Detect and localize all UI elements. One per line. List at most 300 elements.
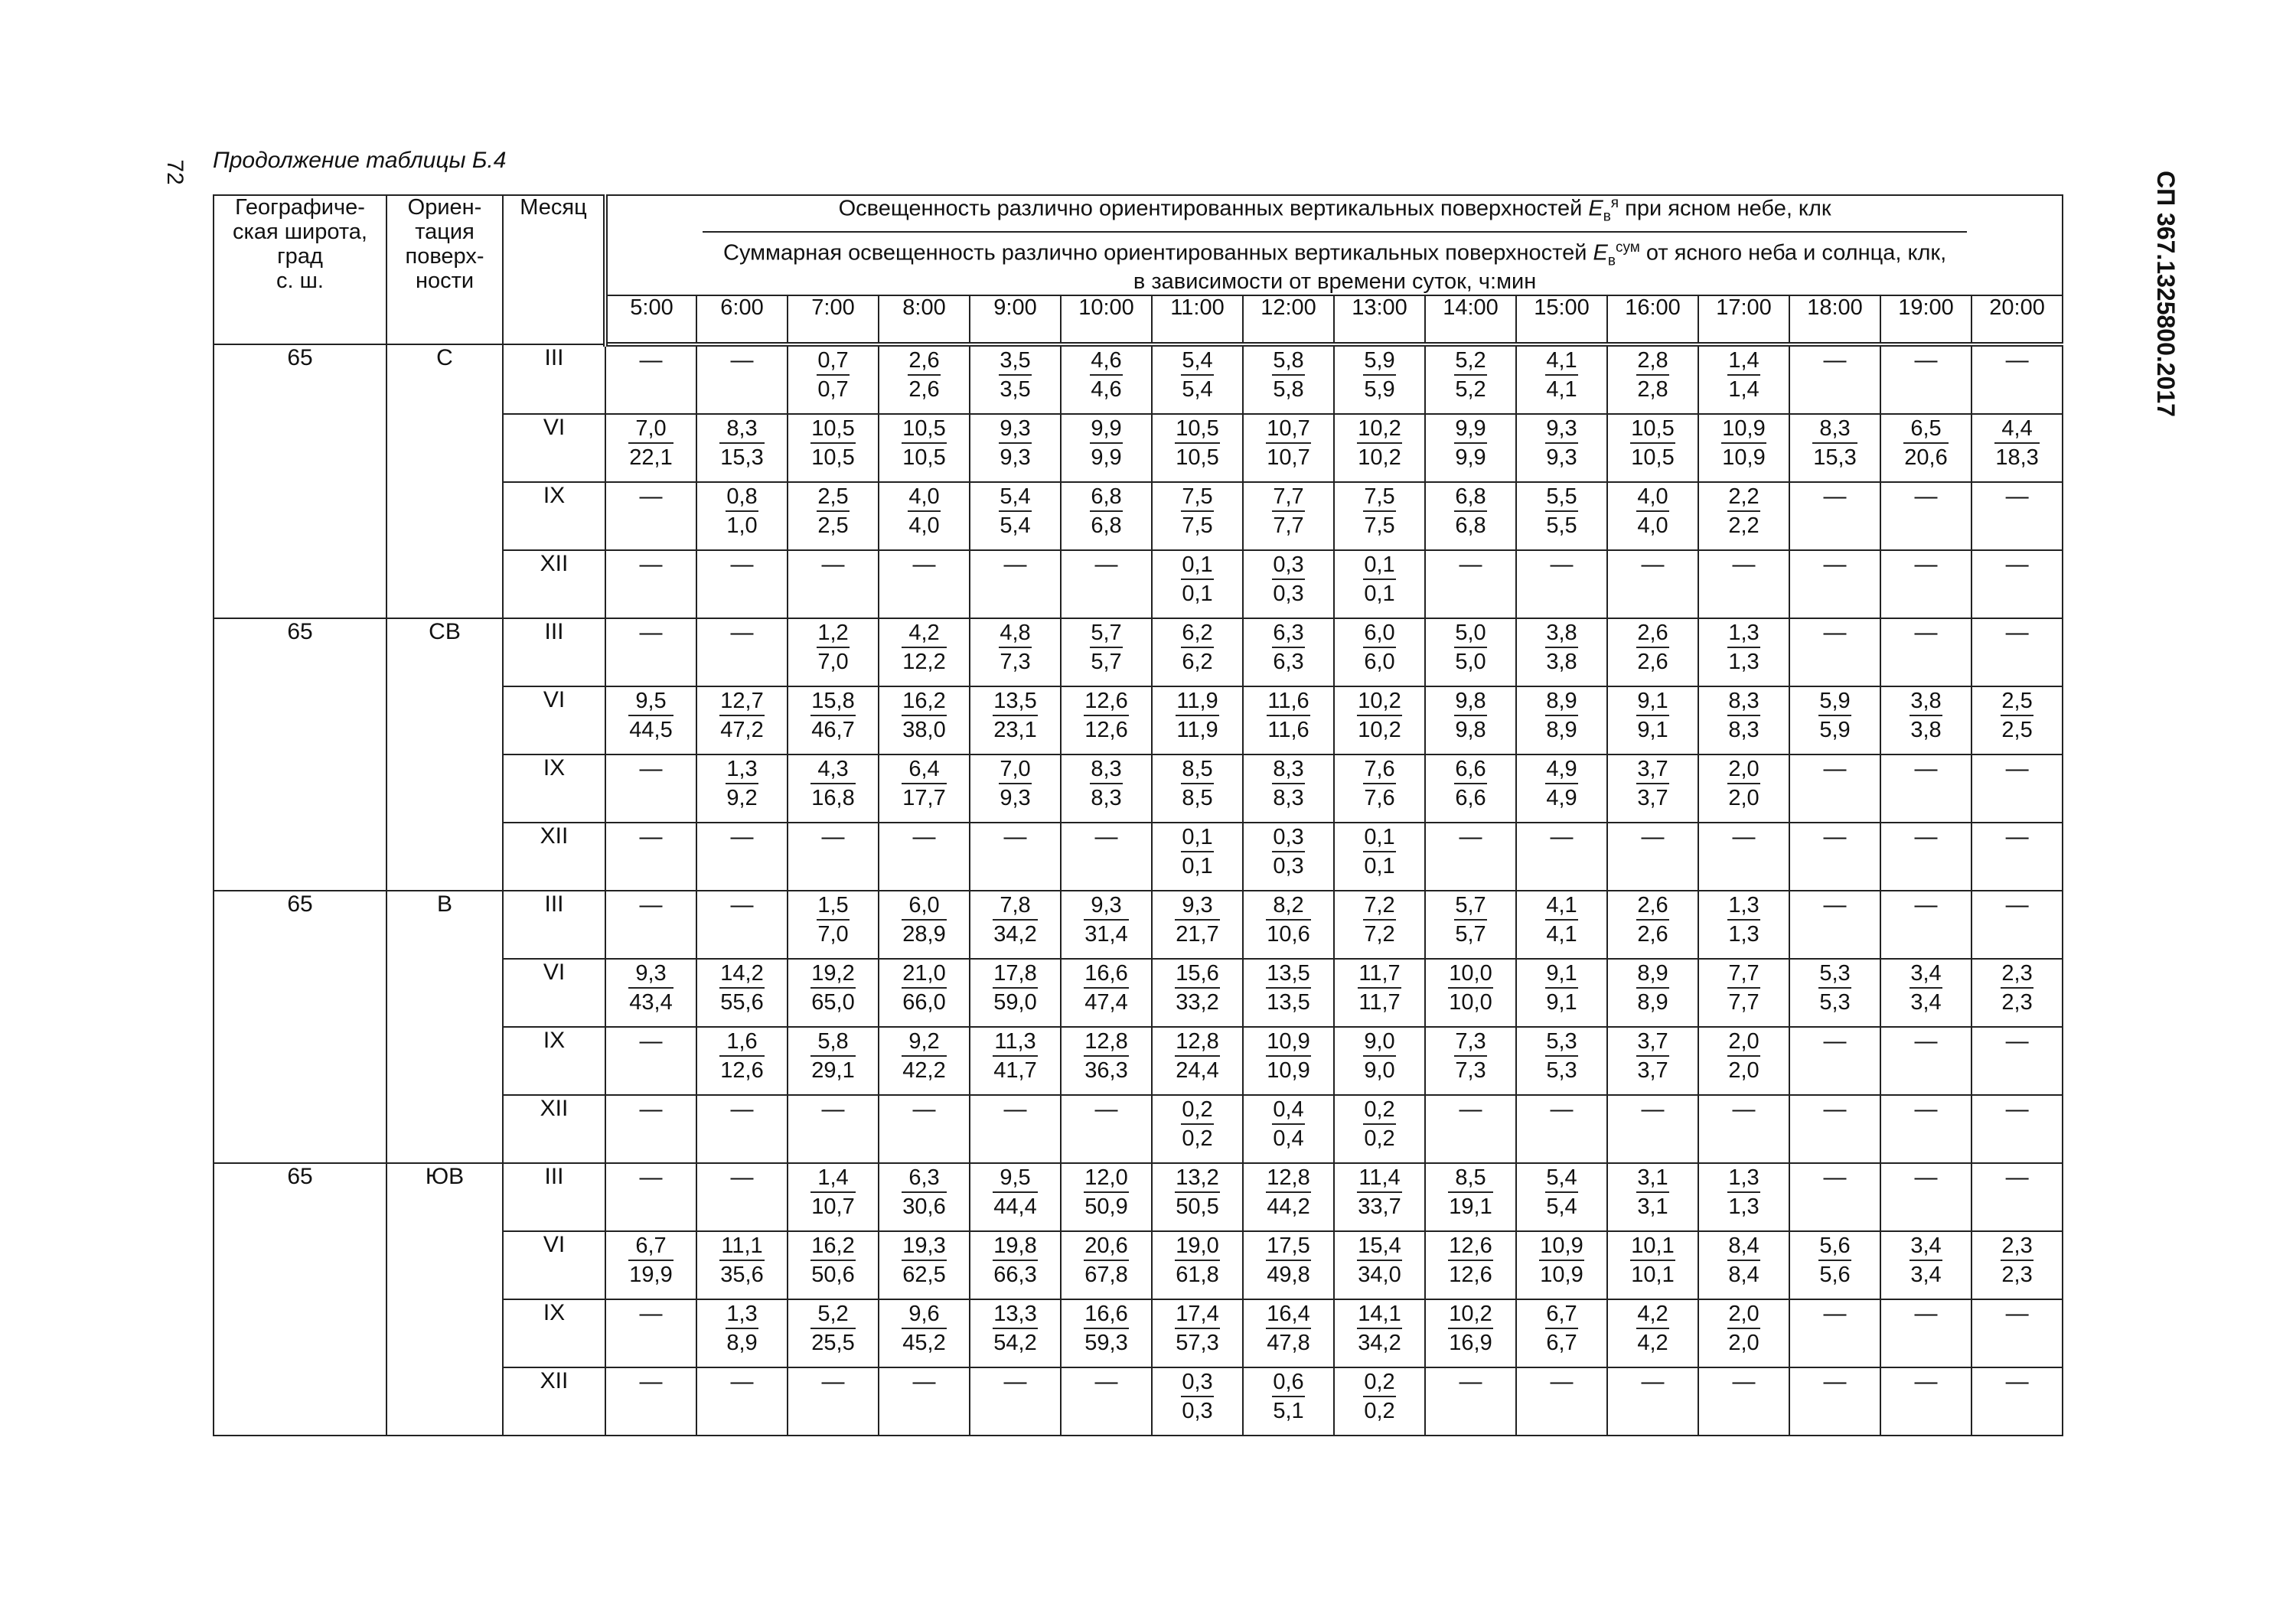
value-fraction bbox=[1084, 1232, 1128, 1289]
value-cell bbox=[879, 959, 970, 1027]
value-cell bbox=[788, 550, 879, 618]
value-cell bbox=[1607, 414, 1698, 482]
value-cell bbox=[1880, 618, 1971, 686]
value-cell bbox=[879, 344, 970, 414]
value-cell bbox=[1880, 414, 1971, 482]
clear-sky-value: 5,7 bbox=[1090, 619, 1122, 648]
clear-sky-value: 16,2 bbox=[810, 1232, 855, 1261]
clear-sky-value: 5,8 bbox=[810, 1028, 855, 1057]
total-value: 17,7 bbox=[902, 785, 946, 810]
value-cell bbox=[1243, 1027, 1334, 1095]
clear-sky-value: 11,7 bbox=[1358, 960, 1401, 989]
value-cell bbox=[1152, 823, 1243, 891]
total-value: 4,1 bbox=[1546, 376, 1577, 402]
total-value: 5,6 bbox=[1819, 1262, 1851, 1287]
clear-sky-value: 3,4 bbox=[1910, 1232, 1942, 1261]
value-cell bbox=[1152, 1299, 1243, 1367]
value-cell bbox=[1789, 344, 1880, 414]
value-fraction bbox=[1636, 1164, 1668, 1221]
total-value: 5,9 bbox=[1364, 376, 1395, 402]
empty-value: — bbox=[1823, 483, 1847, 509]
value-cell bbox=[1880, 754, 1971, 823]
empty-value: — bbox=[2005, 891, 2029, 917]
clear-sky-value: 19,0 bbox=[1175, 1232, 1219, 1261]
value-cell bbox=[1061, 550, 1152, 618]
value-cell bbox=[605, 686, 696, 754]
value-fraction bbox=[1545, 687, 1577, 744]
clear-sky-value: 0,8 bbox=[726, 483, 758, 512]
total-value: 19,9 bbox=[629, 1262, 673, 1287]
total-value: 38,0 bbox=[902, 717, 946, 742]
value-cell bbox=[1971, 344, 2063, 414]
empty-value: — bbox=[1550, 1368, 1574, 1394]
value-fraction bbox=[1175, 1232, 1219, 1289]
clear-sky-value: 10,2 bbox=[1357, 415, 1401, 444]
value-cell bbox=[1334, 482, 1425, 550]
value-cell bbox=[1880, 1299, 1971, 1367]
value-cell bbox=[1698, 959, 1789, 1027]
empty-value: — bbox=[1550, 823, 1574, 849]
total-value: 10,7 bbox=[811, 1194, 855, 1219]
clear-sky-value: 2,6 bbox=[908, 347, 940, 376]
clear-sky-value: 1,3 bbox=[726, 755, 758, 784]
value-fraction bbox=[1272, 823, 1304, 880]
value-fraction bbox=[2001, 687, 2033, 744]
total-value: 0,1 bbox=[1182, 853, 1213, 878]
value-cell bbox=[1698, 1367, 1789, 1436]
clear-sky-value: 8,4 bbox=[1727, 1232, 1760, 1261]
total-value: 67,8 bbox=[1084, 1262, 1128, 1287]
clear-sky-value: 16,4 bbox=[1266, 1300, 1310, 1329]
empty-value: — bbox=[1094, 823, 1118, 849]
total-value: 2,0 bbox=[1728, 1330, 1760, 1355]
empty-value: — bbox=[639, 1368, 663, 1394]
clear-sky-value: 4,4 bbox=[1994, 415, 2039, 444]
total-value: 23,1 bbox=[993, 717, 1037, 742]
value-fraction bbox=[1448, 1300, 1492, 1357]
clear-sky-value: 3,5 bbox=[999, 347, 1031, 376]
clear-sky-value: 5,9 bbox=[1363, 347, 1395, 376]
total-value: 41,7 bbox=[993, 1058, 1037, 1083]
value-cell bbox=[1880, 686, 1971, 754]
value-cell bbox=[1061, 1299, 1152, 1367]
value-cell bbox=[1516, 414, 1607, 482]
value-fraction bbox=[1727, 755, 1760, 812]
total-value: 12,6 bbox=[720, 1058, 764, 1083]
total-value: 11,6 bbox=[1267, 717, 1309, 742]
value-cell bbox=[1516, 1095, 1607, 1163]
empty-value: — bbox=[1641, 1368, 1665, 1394]
clear-sky-value: 9,3 bbox=[1084, 891, 1128, 921]
total-value: 7,5 bbox=[1182, 513, 1213, 538]
value-cell bbox=[605, 754, 696, 823]
value-cell bbox=[970, 1027, 1061, 1095]
clear-sky-value: 16,6 bbox=[1084, 1300, 1128, 1329]
empty-value: — bbox=[639, 483, 663, 509]
total-value: 16,8 bbox=[811, 785, 855, 810]
clear-sky-value: 7,5 bbox=[1363, 483, 1395, 512]
value-fraction bbox=[1181, 755, 1213, 812]
value-cell bbox=[605, 1299, 696, 1367]
clear-sky-value: 1,3 bbox=[1727, 1164, 1760, 1193]
value-fraction bbox=[1084, 1028, 1128, 1084]
value-cell bbox=[879, 482, 970, 550]
clear-sky-value: 6,6 bbox=[1454, 755, 1486, 784]
value-fraction bbox=[1267, 687, 1309, 744]
header-row-group bbox=[214, 195, 2063, 295]
value-cell bbox=[1334, 754, 1425, 823]
month-cell: III bbox=[503, 344, 605, 414]
total-value: 25,5 bbox=[811, 1330, 855, 1355]
month-cell: VI bbox=[503, 1231, 605, 1299]
header-hour: 10:00 bbox=[1061, 295, 1152, 344]
empty-value: — bbox=[1823, 1300, 1847, 1326]
value-cell bbox=[1334, 1231, 1425, 1299]
empty-value: — bbox=[1914, 1028, 1938, 1054]
header-latitude: Географиче- ская широта, град с. ш. bbox=[214, 195, 386, 344]
empty-value: — bbox=[1459, 551, 1482, 577]
value-cell bbox=[1152, 1027, 1243, 1095]
value-fraction bbox=[1545, 415, 1577, 471]
clear-sky-value: 1,2 bbox=[817, 619, 849, 648]
value-cell bbox=[788, 618, 879, 686]
table-row bbox=[214, 1163, 2063, 1231]
clear-sky-value: 10,0 bbox=[1448, 960, 1492, 989]
header-hour: 19:00 bbox=[1880, 295, 1971, 344]
total-value: 15,3 bbox=[720, 445, 764, 470]
total-value: 66,3 bbox=[993, 1262, 1037, 1287]
value-fraction bbox=[726, 755, 758, 812]
value-fraction bbox=[1357, 415, 1401, 471]
total-value: 35,6 bbox=[720, 1262, 764, 1287]
value-cell bbox=[1334, 1367, 1425, 1436]
value-fraction bbox=[1812, 415, 1857, 471]
value-cell bbox=[970, 1163, 1061, 1231]
clear-sky-value: 0,7 bbox=[817, 347, 849, 376]
latitude-cell: 65 bbox=[214, 1163, 386, 1436]
empty-value: — bbox=[2005, 347, 2029, 373]
value-cell bbox=[970, 618, 1061, 686]
value-fraction bbox=[1266, 1164, 1310, 1221]
empty-value: — bbox=[730, 347, 754, 373]
value-cell bbox=[1061, 618, 1152, 686]
value-fraction bbox=[902, 891, 946, 948]
total-value: 7,5 bbox=[1364, 513, 1395, 538]
value-cell bbox=[1243, 1095, 1334, 1163]
header-hour: 20:00 bbox=[1971, 295, 2063, 344]
empty-value: — bbox=[2005, 823, 2029, 849]
header-hour: 6:00 bbox=[696, 295, 788, 344]
clear-sky-value: 10,5 bbox=[1630, 415, 1675, 444]
clear-sky-value: 9,9 bbox=[1454, 415, 1486, 444]
total-value: 2,6 bbox=[908, 376, 940, 402]
clear-sky-value: 2,3 bbox=[2001, 1232, 2033, 1261]
clear-sky-value: 0,3 bbox=[1181, 1368, 1213, 1397]
clear-sky-value: 3,7 bbox=[1636, 755, 1668, 784]
value-fraction bbox=[1266, 1300, 1310, 1357]
value-cell bbox=[1152, 1163, 1243, 1231]
value-fraction bbox=[1454, 687, 1486, 744]
clear-sky-value: 9,1 bbox=[1545, 960, 1577, 989]
clear-sky-value: 9,2 bbox=[902, 1028, 946, 1057]
total-value: 8,4 bbox=[1728, 1262, 1760, 1287]
clear-sky-value: 9,5 bbox=[628, 687, 673, 716]
value-cell bbox=[1243, 1231, 1334, 1299]
value-fraction bbox=[1181, 483, 1213, 539]
clear-sky-value: 14,2 bbox=[719, 960, 764, 989]
clear-sky-value: 0,2 bbox=[1181, 1096, 1213, 1125]
clear-sky-value: 12,6 bbox=[1084, 687, 1128, 716]
value-fraction bbox=[1181, 347, 1213, 403]
value-cell bbox=[1334, 1095, 1425, 1163]
clear-sky-value: 0,2 bbox=[1363, 1368, 1395, 1397]
value-cell bbox=[605, 414, 696, 482]
empty-value: — bbox=[1003, 823, 1027, 849]
table-row bbox=[214, 891, 2063, 959]
value-cell bbox=[879, 550, 970, 618]
value-fraction bbox=[1175, 1300, 1219, 1357]
value-cell bbox=[1516, 1231, 1607, 1299]
value-fraction bbox=[810, 415, 855, 471]
value-fraction bbox=[1357, 1300, 1401, 1357]
value-fraction bbox=[1910, 960, 1942, 1016]
total-value: 9,9 bbox=[1091, 445, 1122, 470]
header-bottom-title: Суммарная освещенность различно ориентированных вертикальных поверхностей $E_в^{сум}$ от ясного неба и солнца, клк, в зависимости от времени суток, ч:мин bbox=[723, 240, 1947, 294]
value-fraction bbox=[908, 483, 940, 539]
value-cell bbox=[1061, 1231, 1152, 1299]
value-cell bbox=[1880, 550, 1971, 618]
value-cell bbox=[1425, 891, 1516, 959]
total-value: 5,4 bbox=[1000, 513, 1031, 538]
clear-sky-value: 6,3 bbox=[902, 1164, 946, 1193]
empty-value: — bbox=[1914, 483, 1938, 509]
latitude-cell: 65 bbox=[214, 891, 386, 1163]
value-cell bbox=[1971, 1163, 2063, 1231]
clear-sky-value: 5,2 bbox=[810, 1300, 855, 1329]
value-cell bbox=[1425, 754, 1516, 823]
value-fraction bbox=[1910, 1232, 1942, 1289]
total-value: 5,4 bbox=[1546, 1194, 1577, 1219]
clear-sky-value: 5,0 bbox=[1454, 619, 1486, 648]
total-value: 5,7 bbox=[1091, 649, 1122, 674]
value-fraction bbox=[993, 960, 1037, 1016]
value-cell bbox=[1152, 891, 1243, 959]
total-value: 10,9 bbox=[1722, 445, 1766, 470]
value-cell bbox=[1880, 891, 1971, 959]
total-value: 22,1 bbox=[629, 445, 673, 470]
empty-value: — bbox=[1823, 891, 1847, 917]
clear-sky-value: 2,0 bbox=[1727, 1028, 1760, 1057]
value-cell bbox=[1971, 1095, 2063, 1163]
clear-sky-value: 7,7 bbox=[1272, 483, 1304, 512]
value-cell bbox=[1516, 1299, 1607, 1367]
empty-value: — bbox=[639, 1096, 663, 1122]
total-value: 44,4 bbox=[993, 1194, 1037, 1219]
clear-sky-value: 6,2 bbox=[1181, 619, 1213, 648]
total-value: 0,2 bbox=[1364, 1398, 1395, 1423]
total-value: 0,1 bbox=[1364, 581, 1395, 606]
total-value: 9,2 bbox=[726, 785, 758, 810]
value-cell bbox=[788, 482, 879, 550]
value-fraction bbox=[1363, 755, 1395, 812]
header-month: Месяц bbox=[503, 195, 605, 344]
value-cell bbox=[1425, 618, 1516, 686]
value-fraction bbox=[1363, 483, 1395, 539]
total-value: 2,6 bbox=[1637, 649, 1668, 674]
total-value: 1,0 bbox=[726, 513, 758, 538]
total-value: 16,9 bbox=[1449, 1330, 1492, 1355]
value-cell bbox=[1425, 344, 1516, 414]
empty-value: — bbox=[639, 1300, 663, 1326]
clear-sky-value: 11,3 bbox=[993, 1028, 1037, 1057]
value-cell bbox=[1425, 1231, 1516, 1299]
value-fraction bbox=[817, 483, 849, 539]
clear-sky-value: 4,6 bbox=[1090, 347, 1122, 376]
value-cell bbox=[1880, 1163, 1971, 1231]
month-cell: XII bbox=[503, 550, 605, 618]
value-cell bbox=[1243, 823, 1334, 891]
clear-sky-value: 5,7 bbox=[1454, 891, 1486, 921]
value-cell bbox=[1789, 1163, 1880, 1231]
value-cell bbox=[1789, 959, 1880, 1027]
header-hour: 12:00 bbox=[1243, 295, 1334, 344]
total-value: 0,3 bbox=[1273, 853, 1304, 878]
value-cell bbox=[605, 344, 696, 414]
value-cell bbox=[1516, 344, 1607, 414]
value-cell bbox=[1789, 823, 1880, 891]
clear-sky-value: 6,7 bbox=[628, 1232, 673, 1261]
total-value: 10,5 bbox=[1631, 445, 1675, 470]
total-value: 12,2 bbox=[902, 649, 946, 674]
value-fraction bbox=[1454, 347, 1486, 403]
value-cell bbox=[1607, 344, 1698, 414]
total-value: 10,6 bbox=[1267, 921, 1310, 947]
value-cell bbox=[1152, 550, 1243, 618]
value-cell bbox=[1607, 1095, 1698, 1163]
value-cell bbox=[1698, 686, 1789, 754]
value-cell bbox=[879, 1027, 970, 1095]
value-cell bbox=[1243, 550, 1334, 618]
value-fraction bbox=[810, 1300, 855, 1357]
total-value: 47,4 bbox=[1084, 989, 1128, 1015]
clear-sky-value: 17,4 bbox=[1175, 1300, 1219, 1329]
value-cell bbox=[1698, 1299, 1789, 1367]
total-value: 33,7 bbox=[1358, 1194, 1401, 1219]
clear-sky-value: 1,4 bbox=[810, 1164, 855, 1193]
value-cell bbox=[1334, 414, 1425, 482]
total-value: 7,0 bbox=[817, 921, 849, 947]
total-value: 2,6 bbox=[1637, 921, 1668, 947]
value-cell bbox=[1516, 686, 1607, 754]
header-top-title: Освещенность различно ориентированных вертикальных поверхностей $E_в^я$ при ясном небе, клк bbox=[703, 196, 1967, 233]
total-value: 9,0 bbox=[1364, 1058, 1395, 1083]
clear-sky-value: 9,0 bbox=[1363, 1028, 1395, 1057]
value-cell bbox=[1789, 891, 1880, 959]
total-value: 24,4 bbox=[1176, 1058, 1219, 1083]
clear-sky-value: 13,3 bbox=[993, 1300, 1037, 1329]
total-value: 6,0 bbox=[1364, 649, 1395, 674]
header-hour: 14:00 bbox=[1425, 295, 1516, 344]
value-cell bbox=[879, 754, 970, 823]
total-value: 31,4 bbox=[1084, 921, 1128, 947]
value-cell bbox=[1425, 1095, 1516, 1163]
clear-sky-value: 2,6 bbox=[1636, 891, 1668, 921]
total-value: 1,3 bbox=[1728, 649, 1760, 674]
table-body bbox=[214, 344, 2063, 1436]
total-value: 21,7 bbox=[1176, 921, 1219, 947]
value-cell bbox=[1698, 754, 1789, 823]
total-value: 7,7 bbox=[1728, 989, 1760, 1015]
header-hour: 9:00 bbox=[970, 295, 1061, 344]
total-value: 46,7 bbox=[811, 717, 855, 742]
total-value: 2,3 bbox=[2001, 989, 2033, 1015]
total-value: 6,6 bbox=[1455, 785, 1486, 810]
total-value: 0,2 bbox=[1182, 1126, 1213, 1151]
value-fraction bbox=[1454, 619, 1486, 676]
value-cell bbox=[1789, 1299, 1880, 1367]
value-cell bbox=[1516, 550, 1607, 618]
total-value: 11,7 bbox=[1358, 989, 1401, 1015]
value-cell bbox=[1880, 959, 1971, 1027]
value-cell bbox=[1880, 1095, 1971, 1163]
clear-sky-value: 3,8 bbox=[1545, 619, 1577, 648]
month-cell: XII bbox=[503, 823, 605, 891]
clear-sky-value: 10,5 bbox=[902, 415, 946, 444]
header-orientation: Ориен- тация поверх- ности bbox=[386, 195, 503, 344]
total-value: 5,7 bbox=[1455, 921, 1486, 947]
value-cell bbox=[788, 414, 879, 482]
empty-value: — bbox=[2005, 1368, 2029, 1394]
value-cell bbox=[970, 1367, 1061, 1436]
value-fraction bbox=[719, 960, 764, 1016]
value-cell bbox=[1425, 414, 1516, 482]
value-cell bbox=[970, 891, 1061, 959]
document-code: СП 367.1325800.2017 bbox=[2152, 171, 2180, 417]
clear-sky-value: 0,1 bbox=[1363, 823, 1395, 852]
clear-sky-value: 0,2 bbox=[1363, 1096, 1395, 1125]
value-fraction bbox=[1357, 1232, 1401, 1289]
empty-value: — bbox=[1823, 619, 1847, 645]
total-value: 8,3 bbox=[1273, 785, 1304, 810]
month-cell: VI bbox=[503, 686, 605, 754]
total-value: 20,6 bbox=[1904, 445, 1948, 470]
value-cell bbox=[1971, 754, 2063, 823]
value-cell bbox=[1334, 550, 1425, 618]
value-cell bbox=[1061, 1163, 1152, 1231]
value-fraction bbox=[1727, 1164, 1760, 1221]
value-cell bbox=[1971, 550, 2063, 618]
clear-sky-value: 13,5 bbox=[1266, 960, 1310, 989]
value-cell bbox=[1607, 1299, 1698, 1367]
value-fraction bbox=[1545, 1164, 1577, 1221]
value-cell bbox=[970, 1299, 1061, 1367]
value-fraction bbox=[1727, 1028, 1760, 1084]
value-cell bbox=[1607, 754, 1698, 823]
total-value: 65,0 bbox=[811, 989, 855, 1015]
value-fraction bbox=[993, 687, 1037, 744]
value-fraction bbox=[999, 483, 1031, 539]
value-cell bbox=[1425, 550, 1516, 618]
value-fraction bbox=[1363, 551, 1395, 608]
value-fraction bbox=[719, 1028, 764, 1084]
clear-sky-value: 8,5 bbox=[1448, 1164, 1492, 1193]
value-fraction bbox=[1454, 483, 1486, 539]
total-value: 4,0 bbox=[1637, 513, 1668, 538]
clear-sky-value: 3,1 bbox=[1636, 1164, 1668, 1193]
total-value: 1,3 bbox=[1728, 921, 1760, 947]
total-value: 43,4 bbox=[629, 989, 673, 1015]
value-cell bbox=[788, 959, 879, 1027]
